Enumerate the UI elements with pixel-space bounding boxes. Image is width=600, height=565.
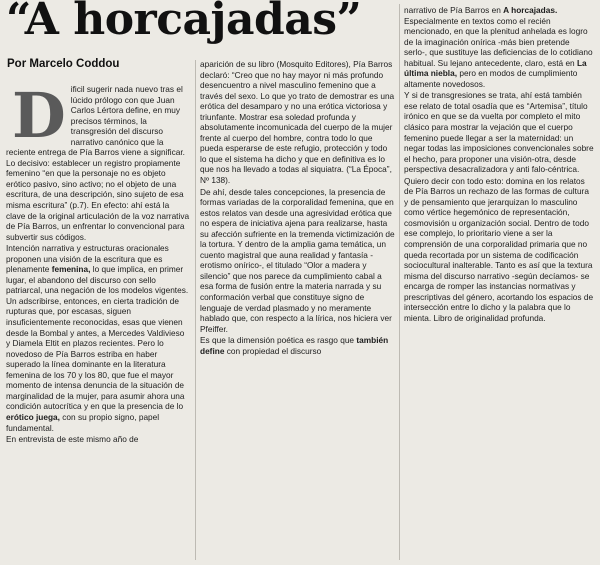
drop-cap: D: [12, 79, 66, 152]
paragraph: [6, 79, 190, 242]
bold-text: La última niebla,: [404, 57, 587, 79]
paragraph: Quiero decir con todo esto: domina en los relatos de Pía Barros un rechazo de las formas de cultura y de pensamiento que jerarquizan lo masculino como vértice hegemónico de representación, cosmovisión u organización social. Dentro de todo ese complejo, lo prioritario viene a ser la comprensión de una corporalidad primaria que no queda recortada por un sistema de codificación sociocultural inalterable. Tanto es así que la textura misma del discurso narrativo -según decíamos- se encarga de romper las instancias normativas y prescriptivas del género, acortando los espacios de intersección entre lo dicho y la palabra que lo mienta. Libro de originalidad profunda.: [404, 175, 594, 323]
byline: Por Marcelo Coddou: [7, 58, 120, 70]
bold-text: femenina,: [51, 264, 91, 275]
paragraph: [200, 335, 396, 356]
paragraph: [6, 243, 190, 433]
paragraph-text: Especialmente en textos como el recién mencionado, en que la plenitud anhelada es logro de la imaginación onírica -más bien pretende serlo-, que sustituye las deficiencias de lo cotidiano habitual. Su lejano antecedente, claro, está en: [404, 15, 593, 68]
bold-text: A horcajadas.: [503, 5, 558, 15]
article-title: “A horcajadas”: [6, 0, 362, 45]
column-1: [6, 79, 190, 446]
paragraph-text: con propiedad el discurso: [226, 345, 322, 356]
bold-text: también define: [200, 335, 389, 356]
paragraph-text: narrativo de Pía Barros en: [404, 5, 501, 15]
paragraph-text: Intención narrativa y estructuras oracionales proponen una visión de la escritura que es plenamente: [6, 243, 169, 275]
column-2: [200, 59, 396, 357]
column-divider-right: [399, 4, 400, 560]
paragraph: De ahí, desde tales concepciones, la presencia de formas variadas de la corporalidad femenina, que en estos relatos van desde una agresividad erótica que no espera de iniciativa ajena para realizarse, hasta su afección sufriente en la tremenda victimización de la tortura. Y dentro de la amplia gama temática, un cuento magistral que auna realidad y fantasía -erotismo onírico-, el titulado “Olor a madera y silencio” que nos parece da cumplimiento cabal a esa forma de fusión entre la materia narrada y su conformación verbal que constituye signo de lenguaje de verdad plasmado y no meramente hablado que, con respecto a la lírica, nos hiciera ver Pfeiffer.: [200, 186, 395, 334]
paragraph-text: lo que implica, en primer lugar, el abandono del discurso con sello patriarcal, una negación de los modelos vigentes. Un adscribirse, entonces, en cierta tradición de rupturas que, por escasas, siguen insuficientemente reconocidas, esas que vienen desde la Bombal y antes, a Mercedes Valdivieso y Diamela Eltit en plazos recientes. Pero lo novedoso de Pía Barros estriba en haber superado la línea dominante en la literatura femenina de los 70 y los 80, que fue el mayor momento de intensa denuncia de la situación de marginalidad de la mujer, para asumir ahora una condición autocrítica y en que la presencia de lo: [6, 264, 189, 412]
paragraph-text: Es que la dimensión poética es rasgo que: [200, 335, 355, 346]
paragraph-text: pero en modos de cumplimiento altamente novedosos.: [404, 68, 578, 89]
bold-text: erótico juega,: [6, 411, 60, 422]
column-divider-left: [195, 60, 196, 560]
paragraph-text: con su propio signo, papel fundamental.: [6, 411, 160, 433]
paragraph: [404, 5, 594, 89]
paragraph: aparición de su libro (Mosquito Editores), Pía Barros declaró: “Creo que no hay mayor ni más profundo desencuentro a nivel masculino femenino que a través del sexo. Lo que yo trato de demostrar es una erótica del desamparo y no una erótica victoriosa y triunfante. Mostrar esa soledad profunda y absolutamente incomunicada del cuerpo de la mujer frente al cuerpo del hombre, contra todo lo que pueda esperarse de este refugio, protección y todo lo que el sistema ha dicho y que en definitiva es lo que nos ha llevado a todas al siquiatra. (“La Época”, Nº 138).: [200, 59, 395, 186]
paragraph: Y si de transgresiones se trata, ahí está también ese relato de total osadía que es “Artemisa”, título irónico en que se da vuelta por completo el mito clásico para mostrar la vejación que el cuerpo femenino puede llegar a ser la maternidad: un negar todas las imposiciones convencionales sobre el hecho, para proponer una visión-otra, desde perspectiva desacralizadora y anti falo-céntrica.: [404, 90, 594, 175]
paragraph: En entrevista de este mismo año de: [6, 434, 139, 445]
column-3: [404, 5, 594, 324]
paragraph-text: ificil sugerir nada nuevo tras el lúcido prólogo con que Juan Carlos Lértora define, en muy precisos términos, la transgresión del discurso narrativo canónico que la reciente entrega de Pía Barros viene a significar. Lo decisivo: establecer un registro propiamente femenino “en que la personaje no es objeto erótico pasivo, sino activo; no el objeto de una escritura, de una descripción, sino sujeto de esa misma escritura” (p.7). En efecto: ahí está la clave de la original articulación de la voz narrativa de Pía Barros, un enfrentar lo convencional para subvertir sus códigos.: [6, 84, 190, 242]
